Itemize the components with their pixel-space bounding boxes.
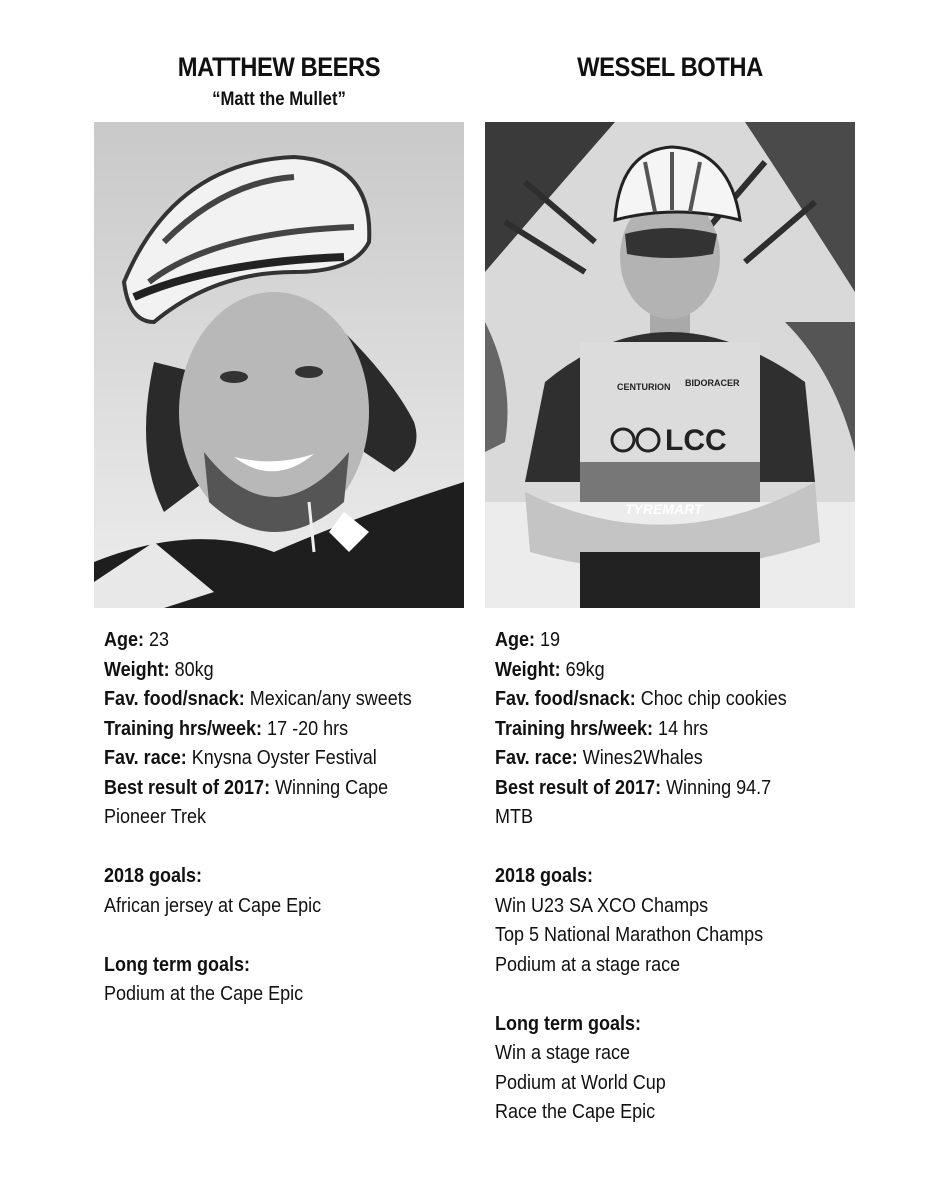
stat-label: Weight:	[104, 658, 170, 681]
stat-value: 23	[149, 629, 170, 651]
goal-item: Top 5 National Marathon Champs	[495, 924, 764, 946]
long-goal-item: Podium at World Cup	[495, 1071, 666, 1094]
stat-label: Best result of 2017:	[104, 776, 271, 799]
stat-value: Choc chip cookies	[640, 688, 787, 710]
stat-label: Age:	[495, 629, 536, 651]
stat-best	[104, 774, 428, 804]
stat-label: Fav. food/snack:	[104, 688, 245, 710]
stat-best-cont: Pioneer Trek	[104, 806, 207, 828]
long-goal-item: Podium at the Cape Epic	[104, 983, 304, 1005]
stat-label: Training hrs/week:	[495, 717, 654, 740]
stat-age	[495, 626, 819, 656]
stat-label: Fav. race:	[495, 747, 578, 769]
stat-label: Fav. race:	[104, 747, 187, 769]
long-goals-heading: Long term goals:	[104, 953, 251, 976]
stat-race	[104, 744, 428, 774]
goal-item: Podium at a stage race	[495, 953, 681, 976]
stat-best-cont: MTB	[495, 806, 533, 828]
stat-value: Wines2Whales	[582, 747, 703, 769]
rider-nickname: “Matt the Mullet”	[212, 89, 346, 110]
jersey-logo: LCC	[665, 424, 727, 457]
rider-stats	[104, 626, 464, 1010]
stat-label: Weight:	[495, 658, 561, 681]
stat-value: 14 hrs	[658, 717, 709, 740]
stat-value: 17 -20 hrs	[267, 717, 349, 740]
stat-race	[495, 744, 819, 774]
stat-training	[104, 715, 428, 745]
stat-best	[495, 774, 819, 804]
goals-heading: 2018 goals:	[104, 865, 203, 887]
goals-heading: 2018 goals:	[495, 865, 594, 887]
stat-value: 69kg	[565, 658, 605, 681]
jersey-sponsor: TYREMART	[625, 501, 703, 517]
stat-label: Fav. food/snack:	[495, 688, 636, 710]
rider-name: MATTHEW BEERS	[177, 52, 381, 82]
stat-label: Training hrs/week:	[104, 717, 263, 740]
stat-value: 80kg	[174, 658, 214, 681]
goal-item: Win U23 SA XCO Champs	[495, 894, 709, 917]
rider-photo	[94, 122, 464, 608]
rider-photo	[485, 122, 855, 608]
stat-training	[495, 715, 819, 745]
stat-label: Best result of 2017:	[495, 776, 662, 799]
long-goal-item: Win a stage race	[495, 1042, 631, 1064]
stat-value: Winning 94.7	[666, 776, 772, 799]
stat-age	[104, 626, 428, 656]
stat-value: 19	[540, 629, 561, 651]
jersey-sponsor: BIDORACER	[685, 378, 740, 388]
stat-value: Knysna Oyster Festival	[191, 747, 377, 769]
stat-food	[104, 685, 428, 715]
long-goal-item: Race the Cape Epic	[495, 1101, 656, 1123]
stat-food	[495, 685, 819, 715]
stat-value: Mexican/any sweets	[249, 688, 412, 710]
long-goals-heading: Long term goals:	[495, 1012, 642, 1035]
stat-weight	[104, 656, 428, 686]
stat-label: Age:	[104, 629, 145, 651]
goal-item: African jersey at Cape Epic	[104, 894, 322, 917]
rider-name: WESSEL BOTHA	[577, 52, 763, 82]
stat-value: Winning Cape	[275, 776, 389, 799]
rider-stats	[495, 626, 855, 1128]
stat-weight	[495, 656, 819, 686]
jersey-sponsor: CENTURION	[617, 382, 671, 392]
